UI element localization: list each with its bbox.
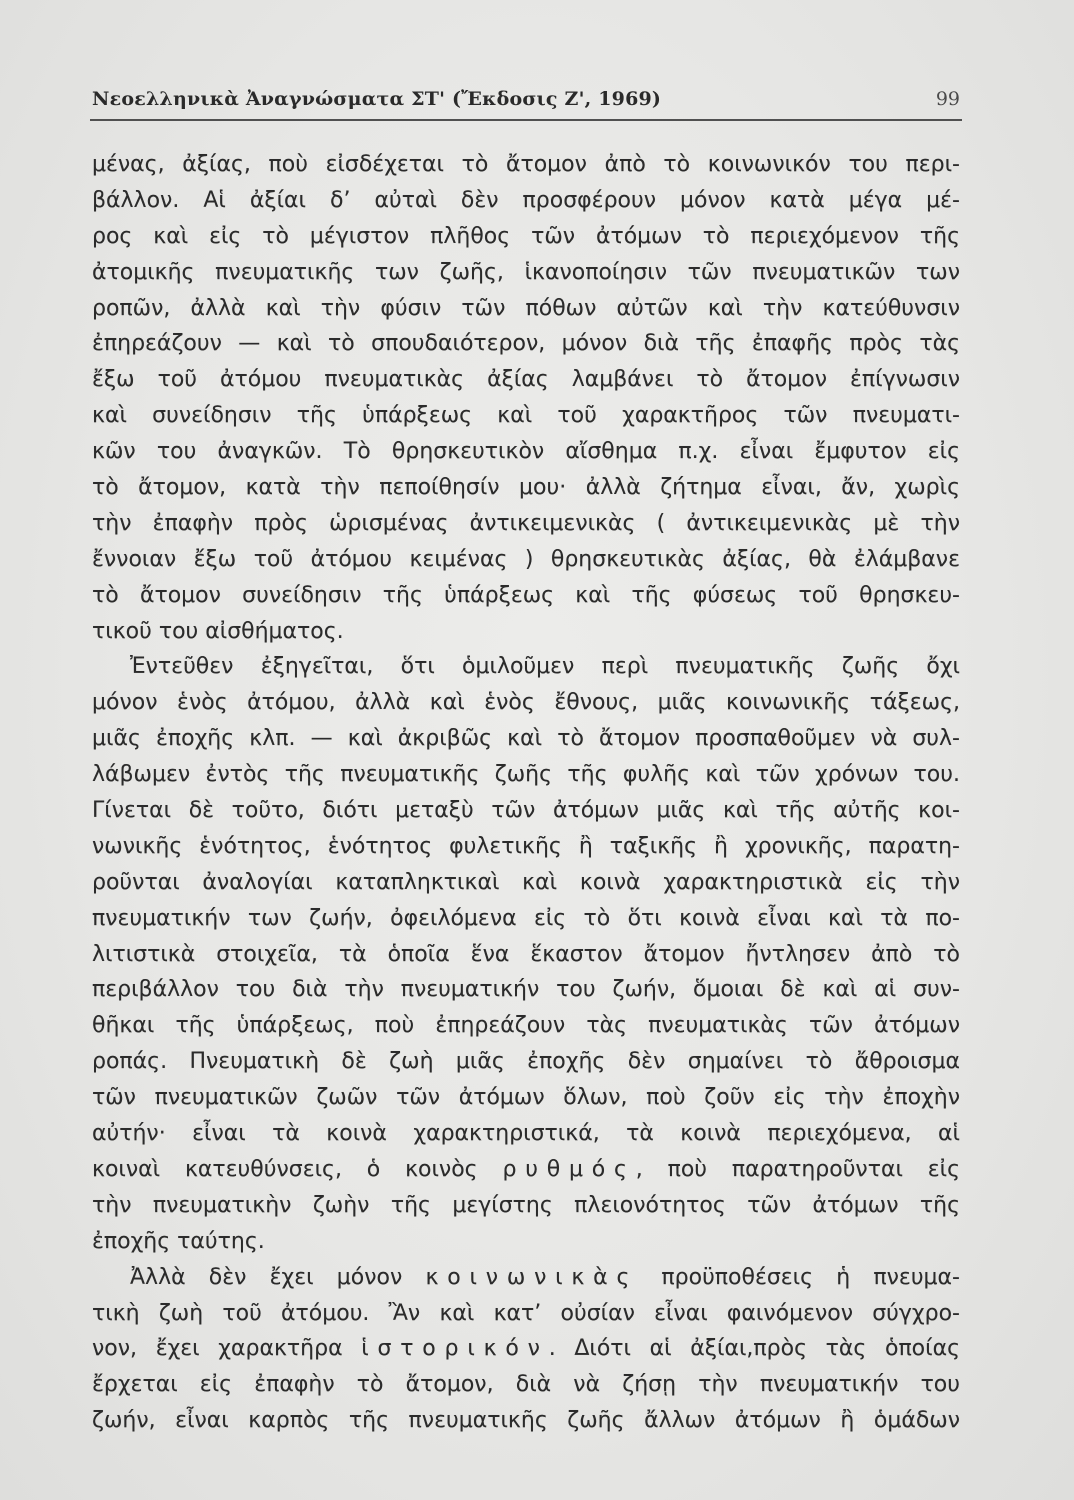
running-header xyxy=(92,84,962,114)
running-title: Νεοελληνικὰ Ἀναγνώσματα ΣΤ' (Ἔκδοσις Ζ', 1969) xyxy=(92,88,662,110)
text-line xyxy=(92,1331,960,1367)
emphasis-spaced: κοινωνικὰς xyxy=(425,1264,639,1290)
text-segment: νον, ἔχει χαρακτῆρα xyxy=(92,1336,362,1362)
text-line: τῶν πνευματικῶν ζωῶν τῶν ἀτόμων ὅλων, ποὺ ζοῦν εἰς τὴν ἐποχὴν xyxy=(92,1085,960,1111)
text-segment: Ἀλλὰ δὲν ἔχει μόνον xyxy=(130,1264,426,1290)
text-line: περιβάλλον του διὰ τὴν πνευματικήν του ζωήν, ὅμοιαι δὲ καὶ αἱ συν- xyxy=(92,977,960,1003)
text-line: κῶν του ἀναγκῶν. Τὸ θρησκευτικὸν αἴσθημα π.χ. εἶναι ἔμφυτον εἰς xyxy=(92,439,960,465)
paragraph xyxy=(92,1260,960,1439)
emphasis-spaced: ρυθμός xyxy=(502,1156,636,1182)
text-line: ἔρχεται εἰς ἐπαφὴν τὸ ἄτομον, διὰ νὰ ζήσῃ τὴν πνευματικήν του xyxy=(92,1372,960,1398)
page-number: 99 xyxy=(935,88,960,110)
text-line: μιᾶς ἐποχῆς κλπ. — καὶ ἀκριβῶς καὶ τὸ ἄτομον προσπαθοῦμεν νὰ συλ- xyxy=(92,726,960,752)
text-line: ἔξω τοῦ ἀτόμου πνευματικὰς ἀξίας λαμβάνει τὸ ἄτομον ἐπίγνωσιν xyxy=(92,367,960,393)
paragraph xyxy=(92,649,960,1259)
text-line: ροπῶν, ἀλλὰ καὶ τὴν φύσιν τῶν πόθων αὐτῶν καὶ τὴν κατεύθυνσιν xyxy=(92,295,960,321)
text-line: λάβωμεν ἐντὸς τῆς πνευματικῆς ζωῆς τῆς φυλῆς καὶ τῶν χρόνων του. xyxy=(92,762,960,788)
text-line xyxy=(92,1152,960,1188)
text-line: Ἐντεῦθεν ἐξηγεῖται, ὅτι ὁμιλοῦμεν περὶ πνευματικῆς ζωῆς ὄχι xyxy=(130,654,960,680)
text-line: ἐπηρεάζουν — καὶ τὸ σπουδαιότερον, μόνον διὰ τῆς ἐπαφῆς πρὸς τὰς xyxy=(92,331,960,357)
text-line: θῆκαι τῆς ὑπάρξεως, ποὺ ἐπηρεάζουν τὰς πνευματικὰς τῶν ἀτόμων xyxy=(92,1013,960,1039)
text-line: μένας, ἀξίας, ποὺ εἰσδέχεται τὸ ἄτομον ἀπὸ τὸ κοινωνικόν του περι- xyxy=(92,152,960,177)
text-line: μόνον ἑνὸς ἀτόμου, ἀλλὰ καὶ ἑνὸς ἔθνους, μιᾶς κοινωνικῆς τάξεως, xyxy=(92,690,960,716)
text-line: τὸ ἄτομον συνείδησιν τῆς ὑπάρξεως καὶ τῆς φύσεως τοῦ θρησκευ- xyxy=(92,582,960,608)
text-line: ζωήν, εἶναι καρπὸς τῆς πνευματικῆς ζωῆς ἄλλων ἀτόμων ἢ ὁμάδων xyxy=(92,1408,960,1434)
text-line: ρος καὶ εἰς τὸ μέγιστον πλῆθος τῶν ἀτόμων τὸ περιεχόμενον τῆς xyxy=(92,223,960,249)
text-line: τὴν πνευματικὴν ζωὴν τῆς μεγίστης πλειονότητος τῶν ἀτόμων τῆς xyxy=(92,1192,960,1218)
text-line xyxy=(92,1260,960,1296)
text-line: ροῦνται ἀναλογίαι καταπληκτικαὶ καὶ κοινὰ χαρακτηριστικὰ εἰς τὴν xyxy=(92,869,960,895)
text-segment: κοιναὶ κατευθύνσεις, ὁ κοινὸς xyxy=(92,1156,503,1182)
body-text xyxy=(92,147,960,1439)
text-line: Γίνεται δὲ τοῦτο, διότι μεταξὺ τῶν ἀτόμων μιᾶς καὶ τῆς αὐτῆς κοι- xyxy=(92,798,960,824)
text-segment: προϋποθέσεις ἡ πνευμα- xyxy=(638,1264,960,1290)
text-line: ροπάς. Πνευματικὴ δὲ ζωὴ μιᾶς ἐποχῆς δὲν σημαίνει τὸ ἄθροισμα xyxy=(92,1049,960,1075)
text-line: τὴν ἐπαφὴν πρὸς ὡρισμένας ἀντικειμενικὰς ( ἀντικειμενικὰς μὲ τὴν xyxy=(92,510,960,536)
text-line: ἔννοιαν ἔξω τοῦ ἀτόμου κειμένας ) θρησκευτικὰς ἀξίας, θὰ ἐλάμβανε xyxy=(92,546,960,572)
text-line: λιτιστικὰ στοιχεῖα, τὰ ὁποῖα ἕνα ἕκαστον ἄτομον ἤντλησεν ἀπὸ τὸ xyxy=(92,941,960,967)
text-segment: , ποὺ παρατηροῦνται εἰς xyxy=(635,1156,960,1182)
text-line: τὸ ἄτομον, κατὰ τὴν πεποίθησίν μου· ἀλλὰ ζήτημα εἶναι, ἄν, χωρὶς xyxy=(92,475,960,501)
text-line: πνευματικήν των ζωήν, ὀφειλόμενα εἰς τὸ ὅτι κοινὰ εἶναι καὶ τὰ πο- xyxy=(92,905,960,931)
text-line: καὶ συνείδησιν τῆς ὑπάρξεως καὶ τοῦ χαρακτῆρος τῶν πνευματι- xyxy=(92,403,960,429)
text-line: αὐτήν· εἶναι τὰ κοινὰ χαρακτηριστικά, τὰ κοινὰ περιεχόμενα, αἱ xyxy=(92,1121,960,1147)
paragraph-continued xyxy=(92,147,960,649)
emphasis-spaced: ἱστορικόν xyxy=(361,1336,549,1362)
text-line: νωνικῆς ἑνότητος, ἑνότητος φυλετικῆς ἢ ταξικῆς ἢ χρονικῆς, παρατη- xyxy=(92,833,960,859)
text-segment: . Διότι αἱ ἀξίαι,πρὸς τὰς ὁποίας xyxy=(548,1336,960,1362)
text-line: βάλλον. Αἱ ἀξίαι δ’ αὐταὶ δὲν προσφέρουν μόνον κατὰ μέγα μέ- xyxy=(92,187,960,213)
text-line: ἀτομικῆς πνευματικῆς των ζωῆς, ἱκανοποίησιν τῶν πνευματικῶν των xyxy=(92,259,960,285)
header-rule xyxy=(90,119,962,121)
text-line: τικοῦ του αἰσθήματος. xyxy=(92,618,344,644)
text-line: τικὴ ζωὴ τοῦ ἀτόμου. Ἂν καὶ κατ’ οὐσίαν εἶναι φαινόμενον σύγχρο- xyxy=(92,1300,960,1326)
text-line: ἐποχῆς ταύτης. xyxy=(92,1228,265,1254)
